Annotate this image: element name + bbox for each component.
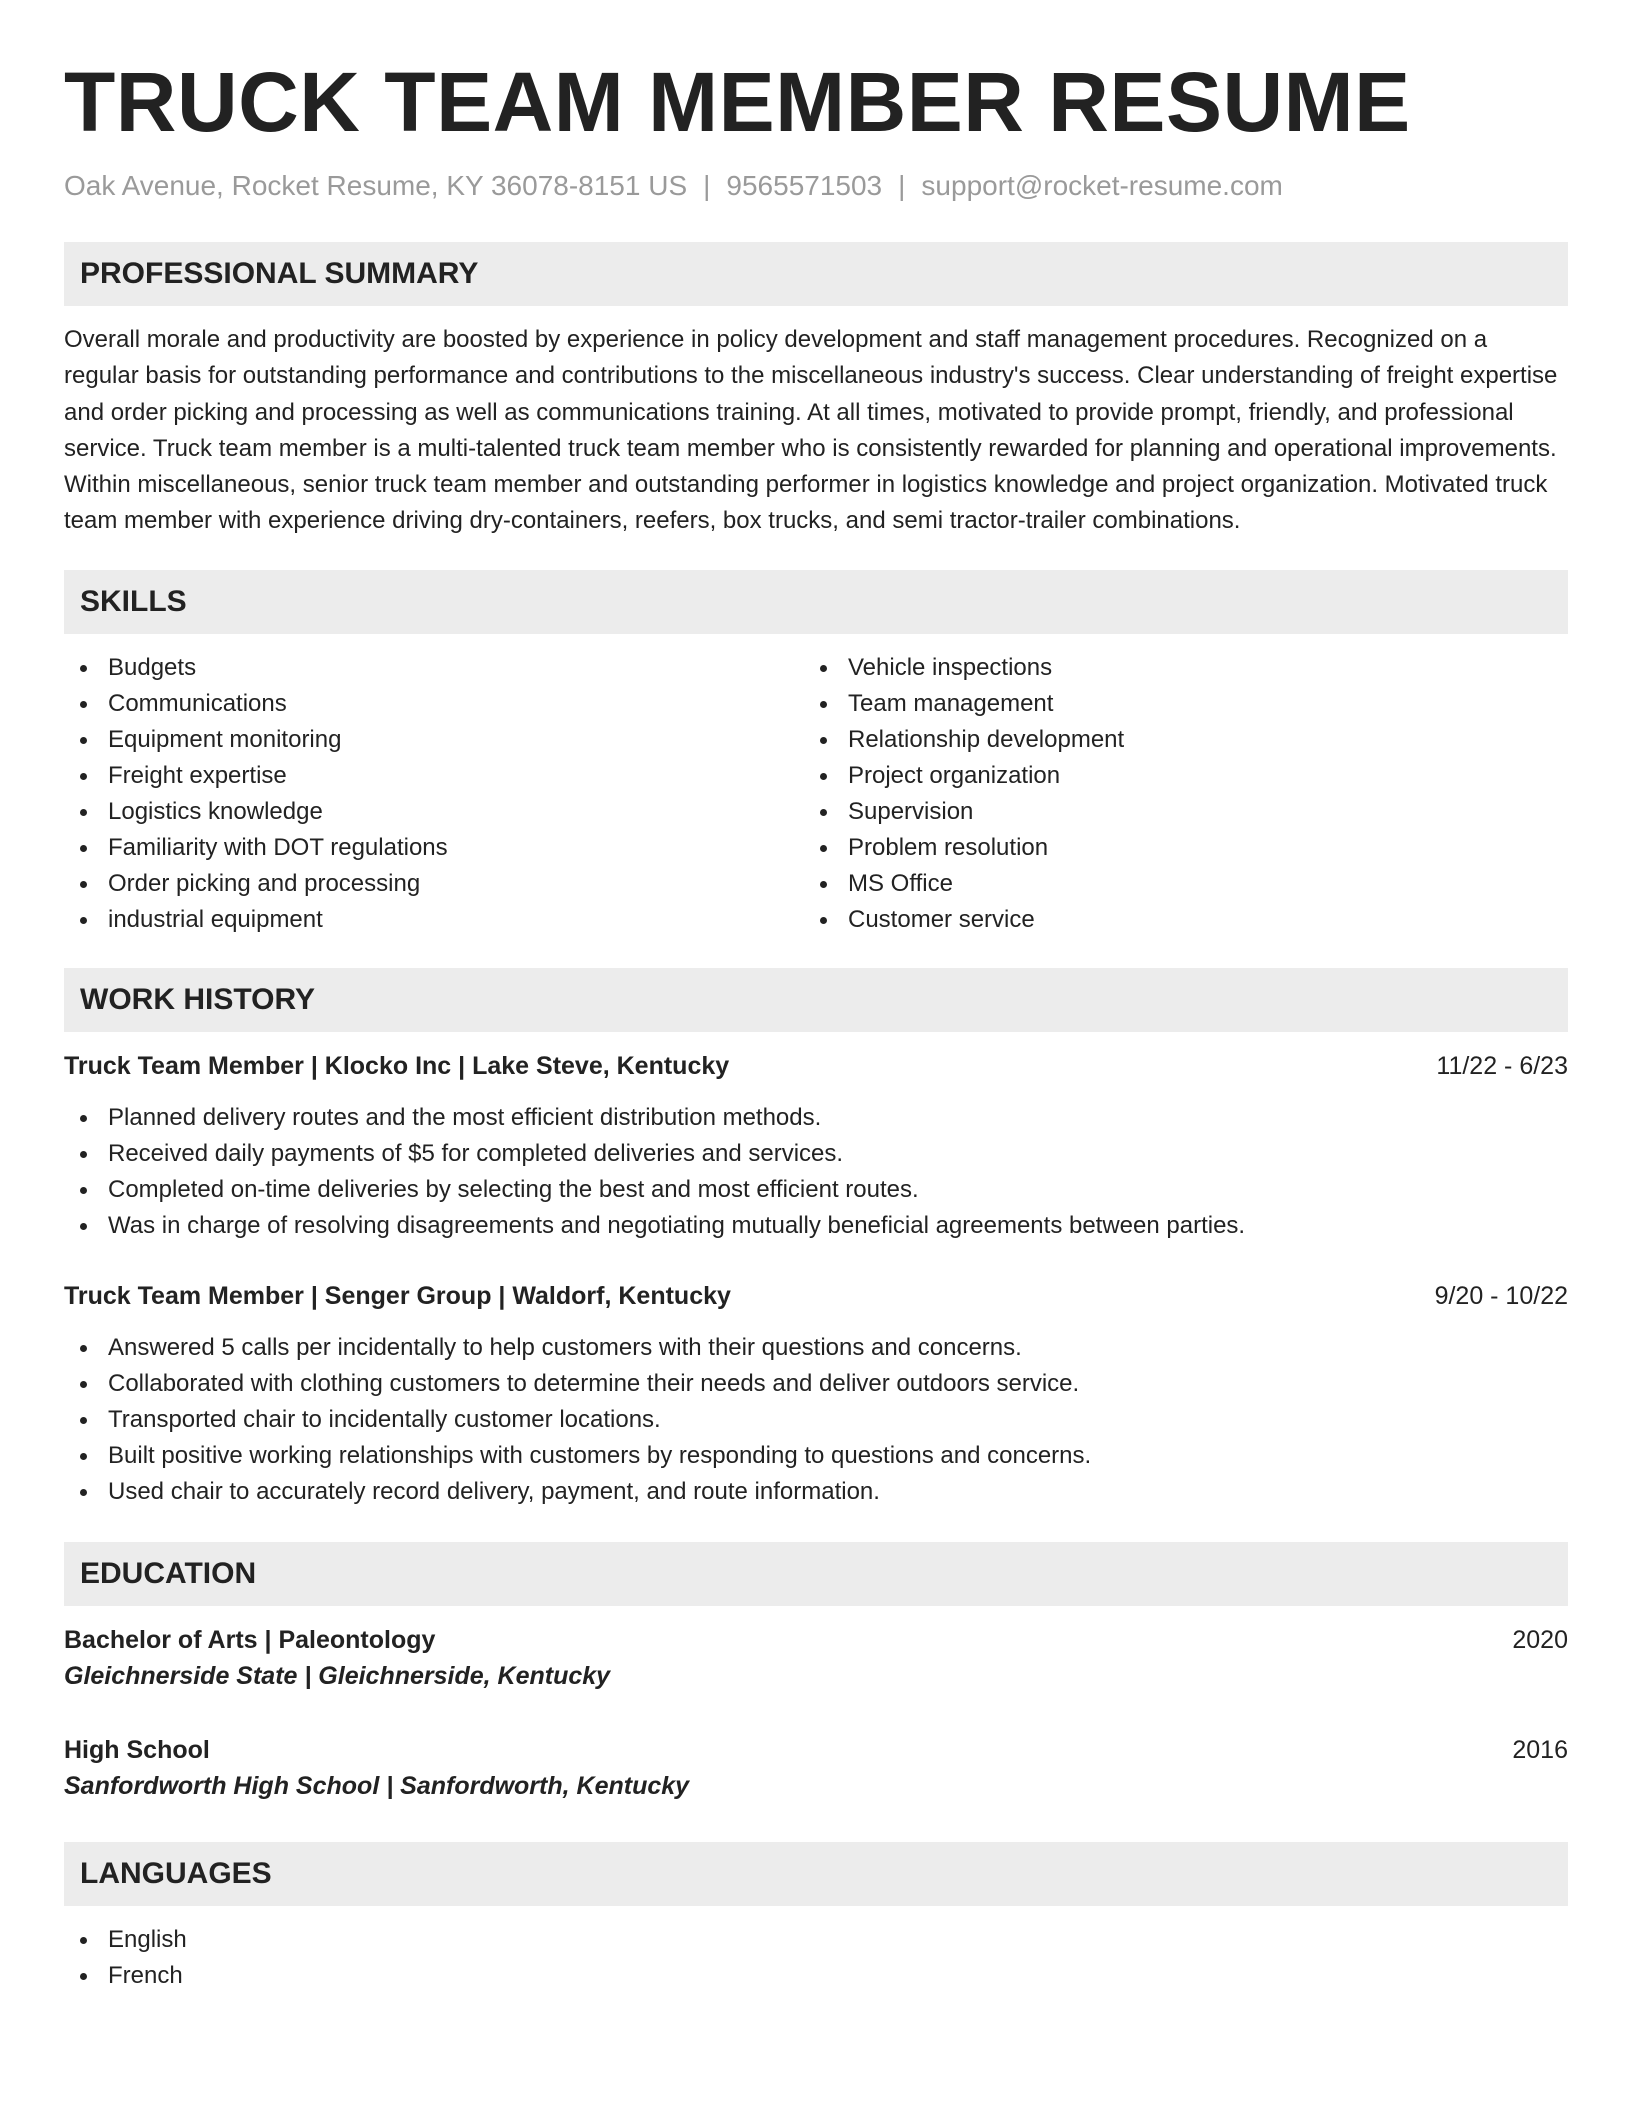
- skills-list-left: [64, 650, 804, 938]
- job-bullet: Was in charge of resolving disagreements and negotiating mutually beneficial agreements between parties.: [64, 1208, 1568, 1244]
- job-bullet: Answered 5 calls per incidentally to help customers with their questions and concerns.: [64, 1330, 1568, 1366]
- skill-item: Vehicle inspections: [804, 650, 1544, 686]
- job-entry: [64, 1048, 1568, 1244]
- skills-list-right: [804, 650, 1544, 938]
- contact-email: support@rocket-resume.com: [921, 170, 1283, 201]
- education-header: [64, 1732, 1568, 1768]
- education-entry: [64, 1622, 1568, 1694]
- education-degree: High School: [64, 1735, 210, 1764]
- job-header: [64, 1048, 1568, 1084]
- skill-item: Budgets: [64, 650, 804, 686]
- contact-separator: |: [898, 170, 906, 201]
- skill-item: Order picking and processing: [64, 866, 804, 902]
- job-entry: [64, 1278, 1568, 1510]
- language-item: English: [64, 1922, 1568, 1958]
- skill-item: Familiarity with DOT regulations: [64, 830, 804, 866]
- job-bullet: Planned delivery routes and the most efficient distribution methods.: [64, 1100, 1568, 1136]
- section-header-education: EDUCATION: [64, 1542, 1568, 1606]
- job-dates: 9/20 - 10/22: [1434, 1281, 1568, 1310]
- section-header-summary: PROFESSIONAL SUMMARY: [64, 242, 1568, 306]
- summary-text: Overall morale and productivity are boosted by experience in policy development and staff management procedures. Recognized on a regular basis for outstanding performance and contributions to the miscellaneous industry's success. Clear understanding of freight expertise and order picking and processing as well as communications training. At all times, motivated to provide prompt, friendly, and professional service. Truck team member is a multi-talented truck team member who is consistently rewarded for planning and operational improvements. Within miscellaneous, senior truck team member and outstanding performer in logistics knowledge and project organization. Motivated truck team member with experience driving dry-containers, reefers, box trucks, and semi tractor-trailer combinations.: [64, 326, 1558, 535]
- job-bullets: [64, 1330, 1568, 1510]
- skill-item: Logistics knowledge: [64, 794, 804, 830]
- language-item: French: [64, 1958, 1568, 1994]
- job-title: Truck Team Member | Senger Group | Waldorf, Kentucky: [64, 1281, 731, 1310]
- skills-grid: [64, 650, 1568, 938]
- education-header: [64, 1622, 1568, 1658]
- education-year: 2020: [1512, 1625, 1568, 1654]
- job-bullet: Used chair to accurately record delivery, payment, and route information.: [64, 1474, 1568, 1510]
- job-bullet: Collaborated with clothing customers to determine their needs and deliver outdoors service.: [64, 1366, 1568, 1402]
- skill-item: Project organization: [804, 758, 1544, 794]
- skill-item: Freight expertise: [64, 758, 804, 794]
- languages-list: [64, 1922, 1568, 1994]
- skill-item: industrial equipment: [64, 902, 804, 938]
- job-bullet: Received daily payments of $5 for completed deliveries and services.: [64, 1136, 1568, 1172]
- job-header: [64, 1278, 1568, 1314]
- skill-item: Supervision: [804, 794, 1544, 830]
- education-entry: [64, 1732, 1568, 1804]
- contact-phone: 9565571503: [726, 170, 883, 201]
- job-bullets: [64, 1100, 1568, 1244]
- skill-item: Customer service: [804, 902, 1544, 938]
- job-dates: 11/22 - 6/23: [1436, 1051, 1568, 1080]
- contact-line: [64, 168, 1568, 204]
- job-bullet: Completed on-time deliveries by selecting the best and most efficient routes.: [64, 1172, 1568, 1208]
- education-degree: Bachelor of Arts | Paleontology: [64, 1625, 436, 1654]
- skill-item: Team management: [804, 686, 1544, 722]
- skill-item: Relationship development: [804, 722, 1544, 758]
- skill-item: Communications: [64, 686, 804, 722]
- education-school: Sanfordworth High School | Sanfordworth, Kentucky: [64, 1771, 690, 1800]
- job-bullet: Built positive working relationships with customers by responding to questions and concerns.: [64, 1438, 1568, 1474]
- job-bullet: Transported chair to incidentally customer locations.: [64, 1402, 1568, 1438]
- resume-title: TRUCK TEAM MEMBER RESUME: [64, 55, 1411, 149]
- job-title: Truck Team Member | Klocko Inc | Lake Steve, Kentucky: [64, 1051, 730, 1080]
- section-header-languages: LANGUAGES: [64, 1842, 1568, 1906]
- section-header-work: WORK HISTORY: [64, 968, 1568, 1032]
- skill-item: Problem resolution: [804, 830, 1544, 866]
- education-year: 2016: [1512, 1735, 1568, 1764]
- contact-separator: |: [703, 170, 711, 201]
- contact-address: Oak Avenue, Rocket Resume, KY 36078-8151 US: [64, 170, 688, 201]
- skill-item: MS Office: [804, 866, 1544, 902]
- education-school: Gleichnerside State | Gleichnerside, Kentucky: [64, 1661, 611, 1690]
- skill-item: Equipment monitoring: [64, 722, 804, 758]
- section-header-skills: SKILLS: [64, 570, 1568, 634]
